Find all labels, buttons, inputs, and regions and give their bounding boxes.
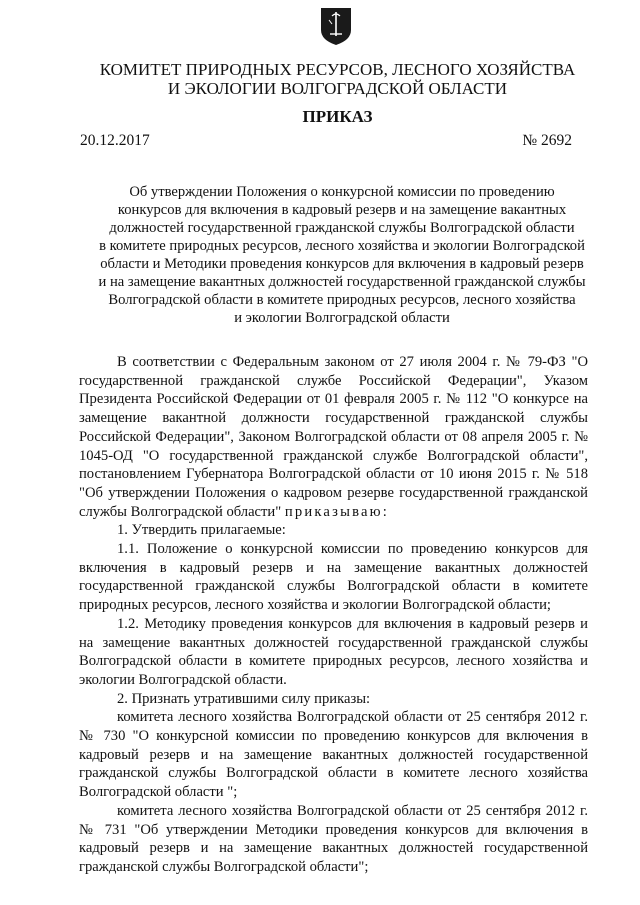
document-type: ПРИКАЗ xyxy=(302,107,373,126)
committee-name xyxy=(60,60,615,98)
subject-line: Волгоградской области в комитете природных ресурсов, лесного хозяйства xyxy=(108,292,576,308)
repealed-order-2: комитета лесного хозяйства Волгоградской области от 25 сентября 2012 г. № 731 "Об утверждении Методики проведения конкурсов для включения в кадровый резерв и на замещение вакантных должностей государственной гражданской службы Волгоградской области"; xyxy=(79,802,588,875)
order-body xyxy=(79,353,588,877)
coat-of-arms-icon xyxy=(319,6,353,46)
subject-line: конкурсов для включения в кадровый резерв и на замещение вакантных xyxy=(117,202,567,218)
order-date: 20.12.2017 xyxy=(80,132,150,149)
repealed-order-1: комитета лесного хозяйства Волгоградской области от 25 сентября 2012 г. № 730 "О конкурсной комиссии по проведению конкурсов для включения в кадровый резерв и на замещение вакантных должностей государственной гражданской службы Волгоградской области в комитете лесного хозяйства Волгоградской области "; xyxy=(79,709,588,801)
subject-line: должностей государственной гражданской службы Волгоградской области xyxy=(109,220,575,236)
committee-name-line-1: КОМИТЕТ ПРИРОДНЫХ РЕСУРСОВ, ЛЕСНОГО ХОЗЯЙСТВА xyxy=(99,60,576,79)
order-number: № 2692 xyxy=(522,132,572,149)
preamble-paragraph xyxy=(79,353,588,521)
clause-1-1: 1.1. Положение о конкурсной комиссии по проведению конкурсов для включения в кадровый резерв и на замещение вакантных должностей государственной гражданской службы Волгоградской области в комитете природных ресурсов, лесного хозяйства и экологии Волгоградской области; xyxy=(79,541,588,614)
subject-line: и на замещение вакантных должностей государственной гражданской службы xyxy=(98,274,586,290)
subject-line: Об утверждении Положения о конкурсной комиссии по проведению xyxy=(129,184,555,200)
clause-2: 2. Признать утратившими силу приказы: xyxy=(117,690,371,707)
ordering-word: приказываю: xyxy=(284,503,390,520)
preamble-text: В соответствии с Федеральным законом от 27 июля 2004 г. № 79-ФЗ "О государственной гражданской службе Российской Федерации", Указом Президента Российской Федерации от 01 февраля 2005 г. № 112 "О конкурсе на замещение вакантной должности государственной гражданской службы Российской Федерации", Законом Волгоградской области от 08 апреля 2005 г. № 1045-ОД "О государственной гражданской службе Волгоградской области", постановлением Губернатора Волгоградской области от 10 июня 2015 г. № 518 "Об утверждении Положения о кадровом резерве государственной гражданской службы Волгоградской области" xyxy=(79,354,588,520)
committee-name-line-2: И ЭКОЛОГИИ ВОЛГОГРАДСКОЙ ОБЛАСТИ xyxy=(167,79,508,98)
order-subject xyxy=(72,183,612,327)
subject-line: области и Методики проведения конкурсов для включения в кадровый резерв xyxy=(100,256,584,272)
subject-line: в комитете природных ресурсов, лесного хозяйства и экологии Волгоградской xyxy=(99,238,585,254)
clause-1-2: 1.2. Методику проведения конкурсов для включения в кадровый резерв и на замещение вакантных должностей государственной гражданской службы Волгоградской области в комитете природных ресурсов, лесного хозяйства и экологии Волгоградской области. xyxy=(79,615,588,688)
subject-line: и экологии Волгоградской области xyxy=(234,310,450,326)
clause-1: 1. Утвердить прилагаемые: xyxy=(117,522,286,539)
